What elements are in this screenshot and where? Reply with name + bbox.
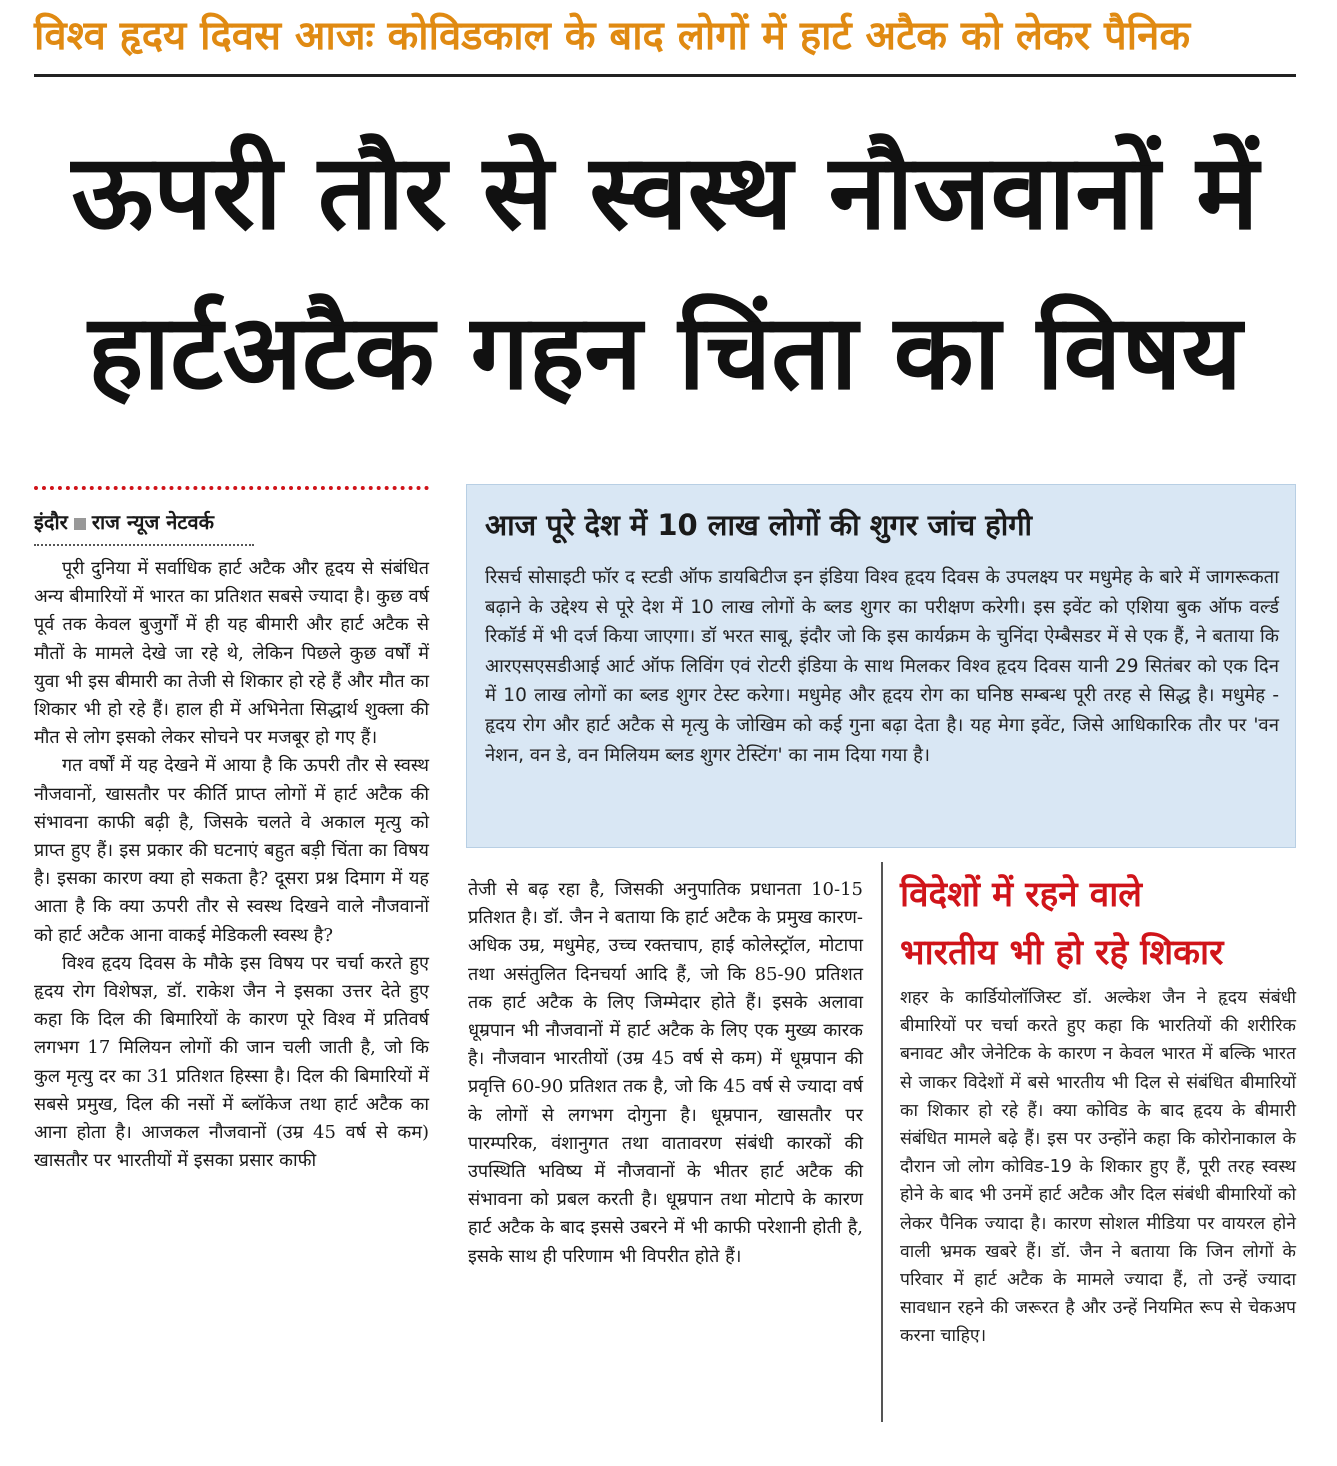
column-divider — [881, 862, 883, 1422]
sidebar-title-line1: विदेशों में रहने वाले — [900, 875, 1143, 915]
adjacent-column-clipped — [1326, 270, 1337, 1430]
byline-rule — [34, 544, 254, 546]
sidebar-body: शहर के कार्डियोलॉजिस्ट डॉ. अल्केश जैन ने हृदय संबंधी बीमारियों पर चर्चा करते हुए कहा कि भारतियों की शरीरिक बनावट और जेनेटिक के कारण न केवल भारत में बल्कि भारत से जाकर विदेशों में बसे भारतीय भी दिल से संबंधित बीमारियों का शिकार हो रहे हैं। क्या कोविड के बाद हृदय के बीमारी संबंधित मामले बढ़े हैं। इस पर उन्होंने कहा कि कोरोनाकाल के दौरान जो लोग कोविड-19 के शिकार हुए हैं, पूरी तरह स्वस्थ होने के बाद भी उनमें हार्ट अटैक और दिल संबंधी बीमारियों को लेकर पैनिक ज्यादा है। कारण सोशल मीडिया पर वायरल होने वाली भ्रमक खबरे हैं। डॉ. जैन ने बताया कि जिन लोगों के परिवार में हार्ट अटैक के मामले ज्यादा हैं, तो उन्हें ज्यादा सावधान रहने की जरूरत है और उन्हें नियमित रूप से चेकअप करना चाहिए। — [900, 988, 1296, 1347]
main-headline-line1: ऊपरी तौर से स्वस्थ नौजवानों में — [71, 131, 1259, 253]
byline-separator-icon — [74, 518, 86, 530]
article-continuation: तेजी से बढ़ रहा है, जिसकी अनुपातिक प्रधानता 10-15 प्रतिशत है। डॉ. जैन ने बताया कि हार्ट अटैक के प्रमुख कारण- अधिक उम्र, मधुमेह, उच्च रक्तचाप, हाई कोलेस्ट्रॉल, मोटापा तथा असंतुलित दिनचर्या आदि हैं, जो कि 85-90 प्रतिशत तक हार्ट अटैक के लिए जिम्मेदार होते हैं। इसके अलावा धूम्रपान भी नौजवानों में हार्ट अटैक के लिए एक मुख्य कारक है। नौजवान भारतीयों (उम्र 45 वर्ष से कम) में धूम्रपान की प्रवृत्ति 60-90 प्रतिशत तक है, जो कि 45 वर्ष से ज्यादा वर्ष के लोगों से लगभग दोगुना है। धूम्रपान, खासतौर पर पारम्परिक, वंशानुगत तथा वातावरण संबंधी कारकों की उपस्थिति भविष्य में नौजवानों के भीतर हार्ट अटैक की संभावना को प्रबल करती है। धूम्रपान तथा मोटापे के कारण हार्ट अटैक के बाद इससे उबरने में भी काफी परेशानी होती है, इसके साथ ही परिणाम भी विपरीत होते हैं। — [468, 879, 863, 1267]
main-headline-line2: हार्टअटैक गहन चिंता का विषय — [88, 291, 1242, 413]
sidebar-title-line2: भारतीय भी हो रहे शिकार — [900, 933, 1224, 973]
info-box-title: आज पूरे देश में 10 लाख लोगों की शुगर जांच होगी — [485, 508, 1033, 542]
byline — [34, 508, 214, 535]
byline-place: इंदौर — [34, 510, 68, 534]
kicker-headline: विश्व हृदय दिवस आजः कोविडकाल के बाद लोगों में हार्ट अटैक को लेकर पैनिक — [34, 13, 1191, 59]
kicker-rule — [34, 74, 1296, 77]
article-column-left — [34, 555, 429, 1175]
article-column-middle — [468, 876, 863, 1271]
dotted-divider — [34, 486, 429, 490]
article-paragraph: गत वर्षों में यह देखने में आया है कि ऊपरी तौर से स्वस्थ नौजवानों, खासतौर पर कीर्ति प्राप्त लोगों में हार्ट अटैक की संभावना काफी बढ़ी है, जिसके चलते वे अकाल मृत्यु को प्राप्त हुए हैं। इस प्रकार की घटनाएं बहुत बड़ी चिंता का विषय है। इसका कारण क्या हो सकता है? दूसरा प्रश्न दिमाग में यह आता है कि क्या ऊपरी तौर से स्वस्थ दिखने वाले नौजवानों को हार्ट अटैक आना वाकई मेडिकली स्वस्थ है? — [34, 755, 429, 946]
article-paragraph: पूरी दुनिया में सर्वाधिक हार्ट अटैक और हृदय से संबंधित अन्य बीमारियों में भारत का प्रतिशत सबसे ज्यादा है। कुछ वर्ष पूर्व तक केवल बुजुर्गों में ही यह बीमारी और हार्ट अटैक से मौतों के मामले देखे जा रहे थे, लेकिन पिछले कुछ वर्षों में युवा भी इस बीमारी का तेजी से शिकार हो रहे हैं और मौत का शिकार भी हो रहे हैं। हाल ही में अभिनेता सिद्धार्थ शुक्ला की मौत से लोग इसको लेकर सोचने पर मजबूर हो गए हैं। — [34, 558, 429, 749]
info-box-body: रिसर्च सोसाइटी फॉर द स्टडी ऑफ डायबिटीज इन इंडिया विश्व हृदय दिवस के उपलक्ष्य पर मधुमेह के बारे में जागरूकता बढ़ाने के उद्देश्य से पूरे देश में 10 लाख लोगों के ब्लड शुगर का परीक्षण करेगी। इस इवेंट को एशिया बुक ऑफ वर्ल्ड रिकॉर्ड में भी दर्ज किया जाएगा। डॉ भरत साबू, इंदौर जो कि इस कार्यक्रम के चुनिंदा ऐम्बैसडर में से एक हैं, ने बताया कि आरएसएसडीआई आर्ट ऑफ लिविंग एवं रोटरी इंडिया के साथ मिलकर विश्व हृदय दिवस यानी 29 सितंबर को एक दिन में 10 लाख लोगों का ब्लड शुगर टेस्ट करेगा। मधुमेह और हृदय रोग का घनिष्ठ सम्बन्ध पूरी तरह से सिद्ध है। मधुमेह - हृदय रोग और हार्ट अटैक से मृत्यु के जोखिम को कई गुना बढ़ा देता है। यह मेगा इवेंट, जिसे आधिकारिक तौर पर 'वन नेशन, वन डे, वन मिलियम ब्लड शुगर टेस्टिंग' का नाम दिया गया है। — [485, 567, 1279, 766]
info-box — [466, 484, 1296, 848]
byline-source: राज न्यूज नेटवर्क — [91, 510, 214, 534]
article-paragraph: विश्व हृदय दिवस के मौके इस विषय पर चर्चा करते हुए हृदय रोग विशेषज्ञ, डॉ. राकेश जैन ने इसका उत्तर देते हुए कहा कि दिल की बिमारियों के कारण पूरे विश्व में प्रतिवर्ष लगभग 17 मिलियन लोगों की जान चली जाती है, जो कि कुल मृत्यु दर का 31 प्रतिशत हिस्सा है। दिल की बिमारियों में सबसे प्रमुख, दिल की नसों में ब्लॉकेज तथा हार्ट अटैक का आना होता है। आजकल नौजवानों (उम्र 45 वर्ष से कम) खासतौर पर भारतीयों में इसका प्रसार काफी — [34, 952, 429, 1172]
